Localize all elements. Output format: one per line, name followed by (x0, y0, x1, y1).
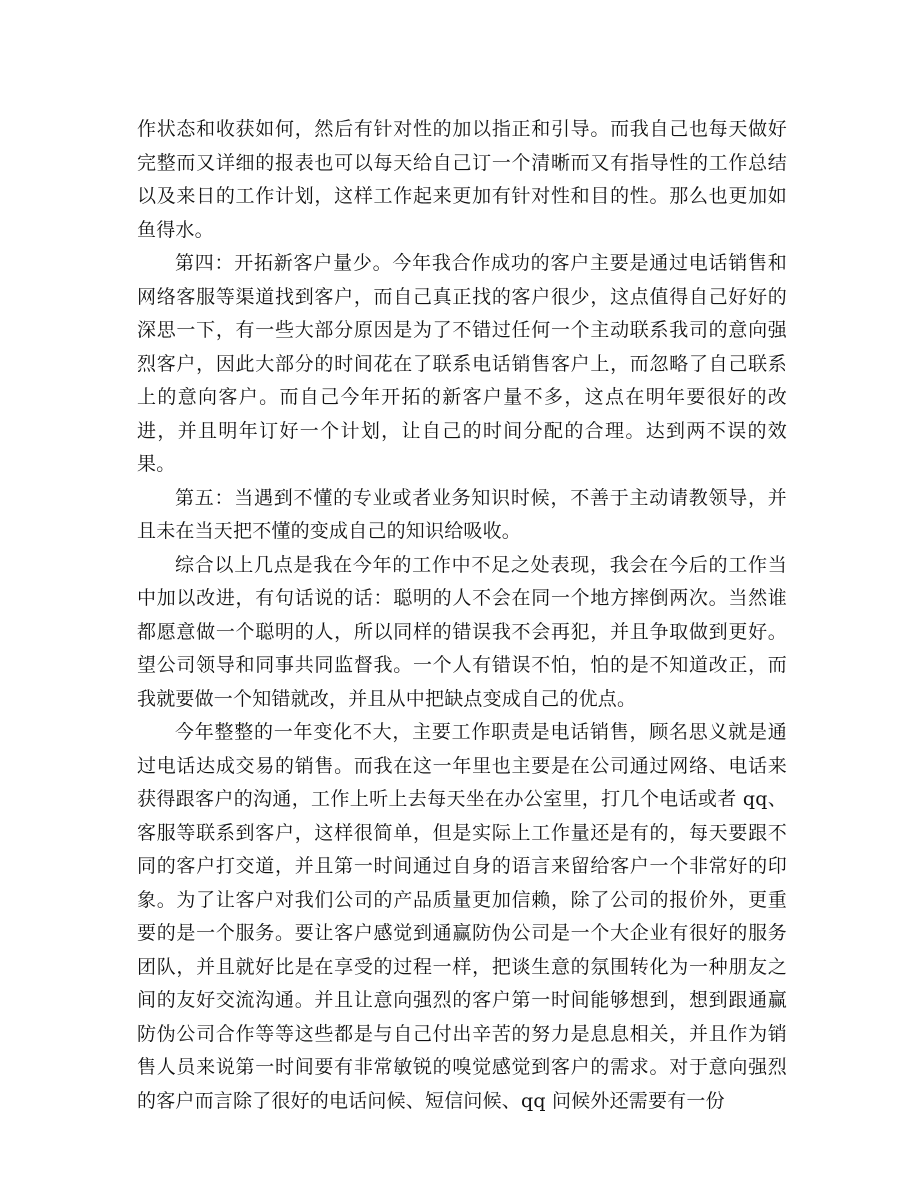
paragraph-5: 今年整整的一年变化不大，主要工作职责是电话销售，顾名思义就是通过电话达成交易的销售。而我在这一年里也主要是在公司通过网络、电话来获得跟客户的沟通，工作上听上去每天坐在办公室里，打几个电话或者 qq、客服等联系到客户，这样很简单，但是实际上工作量还是有的，每天要跟不同的客户打交道，并且第一时间通过自身的语言来留给客户一个非常好的印象。为了让客户对我们公司的产品质量更加信赖，除了公司的报价外，更重要的是一个服务。要让客户感觉到通赢防伪公司是一个大企业有很好的服务团队，并且就好比是在享受的过程一样，把谈生意的氛围转化为一种朋友之间的友好交流沟通。并且让意向强烈的客户第一时间能够想到，想到跟通赢防伪公司合作等等这些都是与自己付出辛苦的努力是息息相关，并且作为销售人员来说第一时间要有非常敏锐的嗅觉感觉到客户的需求。对于意向强烈的客户而言除了很好的电话问候、短信问候、qq 问候外还需要有一份 (137, 721, 787, 1112)
document-body (137, 113, 787, 1118)
paragraph-1: 作状态和收获如何，然后有针对性的加以指正和引导。而我自己也每天做好完整而又详细的报表也可以每天给自己订一个清晰而又有指导性的工作总结以及来日的工作计划，这样工作起来更加有针对性和目的性。那么也更加如鱼得水。 (137, 118, 787, 241)
paragraph-3: 第五：当遇到不懂的专业或者业务知识时候，不善于主动请教领导，并且未在当天把不懂的变成自己的知识给吸收。 (137, 486, 787, 542)
paragraph-4: 综合以上几点是我在今年的工作中不足之处表现，我会在今后的工作当中加以改进，有句话说的话：聪明的人不会在同一个地方摔倒两次。当然谁都愿意做一个聪明的人，所以同样的错误我不会再犯，并且争取做到更好。望公司领导和同事共同监督我。一个人有错误不怕，怕的是不知道改正，而我就要做一个知错就改，并且从中把缺点变成自己的优点。 (137, 553, 787, 710)
paragraph-2: 第四：开拓新客户量少。今年我合作成功的客户主要是通过电话销售和网络客服等渠道找到客户，而自己真正找的客户很少，这点值得自己好好的深思一下，有一些大部分原因是为了不错过任何一个主动联系我司的意向强烈客户，因此大部分的时间花在了联系电话销售客户上，而忽略了自己联系上的意向客户。而自己今年开拓的新客户量不多，这点在明年要很好的改进，并且明年订好一个计划，让自己的时间分配的合理。达到两不误的效果。 (137, 252, 787, 475)
